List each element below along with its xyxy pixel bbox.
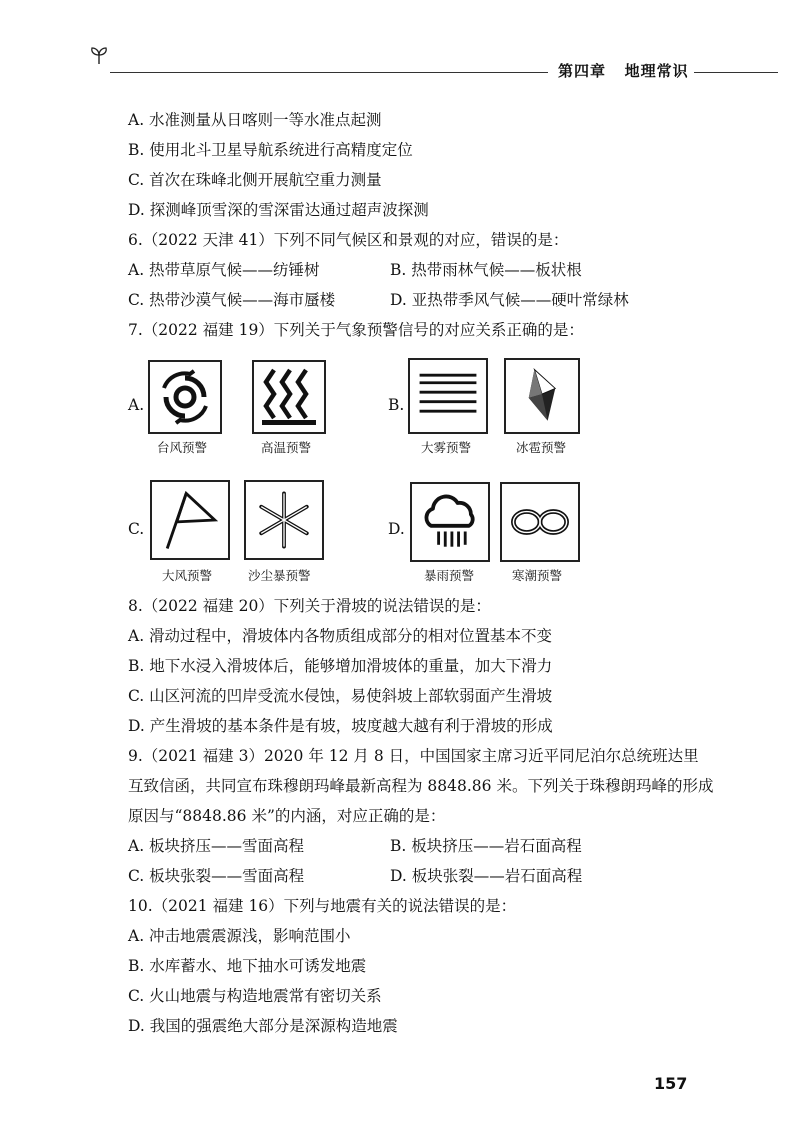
question-9-line-3: 原因与“8848.86 米”的内涵，对应正确的是：: [128, 807, 446, 825]
leaf-icon: [88, 46, 110, 70]
option-line: D. 探测峰顶雪深的雪深雷达通过超声波探测: [128, 201, 429, 219]
option-line: C. 板块张裂——雪面高程: [128, 867, 305, 885]
question-6: 6.（2022 天津 41）下列不同气候区和景观的对应，错误的是：: [128, 231, 569, 249]
caption-sandstorm: 沙尘暴预警: [248, 568, 311, 583]
option-line: A. 热带草原气候——纺锤树: [128, 261, 320, 279]
sandstorm-icon: [244, 480, 324, 560]
caption-fog: 大雾预警: [421, 440, 472, 455]
option-line: B. 热带雨林气候——板状根: [390, 261, 582, 279]
option-line: C. 山区河流的凹岸受流水侵蚀，易使斜坡上部软弱面产生滑坡: [128, 687, 553, 705]
option-line: B. 地下水浸入滑坡体后，能够增加滑坡体的重量，加大下滑力: [128, 657, 553, 675]
option-line: D. 产生滑坡的基本条件是有坡，坡度越大越有利于滑坡的形成: [128, 717, 553, 735]
header-rule-right: [694, 72, 778, 73]
caption-gale: 大风预警: [162, 568, 213, 583]
option-line: A. 板块挤压——雪面高程: [128, 837, 305, 855]
question-7: 7.（2022 福建 19）下列关于气象预警信号的对应关系正确的是：: [128, 321, 584, 339]
option-line: B. 水库蓄水、地下抽水可诱发地震: [128, 957, 367, 975]
question-9-line-2: 互致信函，共同宣布珠穆朗玛峰最新高程为 8848.86 米。下列关于珠穆朗玛峰的形成: [128, 777, 714, 795]
fog-icon: [408, 358, 488, 434]
caption-hail: 冰雹预警: [516, 440, 567, 455]
option-line: D. 板块张裂——岩石面高程: [390, 867, 583, 885]
caption-heat: 高温预警: [261, 440, 312, 455]
question-9: 9.（2021 福建 3）2020 年 12 月 8 日，中国国家主席习近平同尼泊尔总统班达里: [128, 747, 699, 765]
chapter-title: 第四章 地理常识: [558, 62, 689, 80]
question-10: 10.（2021 福建 16）下列与地震有关的说法错误的是：: [128, 897, 517, 915]
typhoon-icon: [148, 360, 222, 434]
figure-label-c: C.: [128, 520, 145, 538]
question-8: 8.（2022 福建 20）下列关于滑坡的说法错误的是：: [128, 597, 491, 615]
caption-cold-wave: 寒潮预警: [512, 568, 563, 583]
gale-flag-icon: [150, 480, 230, 560]
option-line: A. 冲击地震震源浅，影响范围小: [128, 927, 351, 945]
caption-rainstorm: 暴雨预警: [424, 568, 475, 583]
option-line: B. 使用北斗卫星导航系统进行高精度定位: [128, 141, 413, 159]
option-line: A. 水准测量从日喀则一等水准点起测: [128, 111, 382, 129]
option-line: B. 板块挤压——岩石面高程: [390, 837, 582, 855]
figure-label-a: A.: [128, 396, 145, 414]
option-line: C. 火山地震与构造地震常有密切关系: [128, 987, 382, 1005]
figure-label-d: D.: [388, 520, 405, 538]
option-line: D. 我国的强震绝大部分是深源构造地震: [128, 1017, 398, 1035]
page-number: 157: [654, 1074, 688, 1093]
figure-label-b: B.: [388, 396, 405, 414]
header-rule-left: [110, 72, 548, 73]
option-line: C. 首次在珠峰北侧开展航空重力测量: [128, 171, 382, 189]
cold-wave-icon: [500, 482, 580, 562]
option-line: C. 热带沙漠气候——海市蜃楼: [128, 291, 336, 309]
rainstorm-icon: [410, 482, 490, 562]
option-line: D. 亚热带季风气候——硬叶常绿林: [390, 291, 629, 309]
heat-icon: [252, 360, 326, 434]
hail-icon: [504, 358, 580, 434]
option-line: A. 滑动过程中，滑坡体内各物质组成部分的相对位置基本不变: [128, 627, 553, 645]
caption-typhoon: 台风预警: [157, 440, 208, 455]
